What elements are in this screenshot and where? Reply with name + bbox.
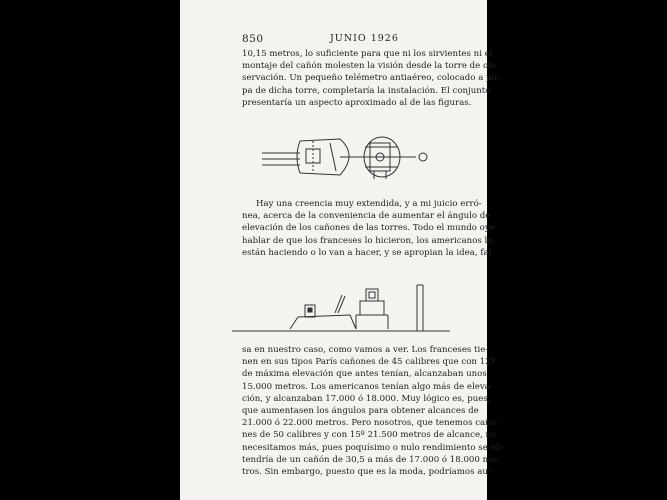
text-line: elevación de los cañones de las torres. Todo el mundo oye <box>242 223 495 234</box>
turret-elevation-figure <box>180 275 487 345</box>
text-line: ción, y alcanzaban 17.000 ó 18.000. Muy lógico es, pues, <box>242 393 491 404</box>
paragraph-3 <box>242 344 505 478</box>
paragraph-2 <box>242 198 495 259</box>
text-line: sa en nuestro caso, como vamos a ver. Los franceses tie- <box>242 345 489 355</box>
text-line: presentaría un aspecto aproximado al de las figuras. <box>242 97 472 108</box>
text-line: 15.000 metros. Los americanos tenían algo más de eleva- <box>242 381 493 392</box>
text-line: pa de dicha torre, completaría la instalación. El conjunto <box>242 85 491 96</box>
text-line: de máxima elevación que antes tenían, alcanzaban unos <box>242 369 487 380</box>
text-line: nes de 50 calibres y con 15º 21.500 metros de alcance, no <box>242 430 497 441</box>
text-line: Hay una creencia muy extendida, y a mi juicio erró- <box>256 199 482 209</box>
text-line: que aumentasen los ángulos para obtener alcances de <box>242 406 479 417</box>
text-line: están haciendo o lo van a hacer, y se apropian la idea, fal- <box>242 247 495 258</box>
text-line: nen en sus tipos París cañones de 45 calibres que con 12º <box>242 357 495 368</box>
text-line: servación. Un pequeño telémetro antiaéreo, colocado a po- <box>242 73 500 84</box>
text-line: tendría de un cañón de 30,5 a más de 17.000 ó 18.000 me- <box>242 454 499 465</box>
text-line: montaje del cañón molesten la visión desde la torre de ob- <box>242 61 497 72</box>
text-line: tros. Sin embargo, puesto que es la moda, podríamos au- <box>242 467 491 478</box>
page-number: 850 <box>242 33 264 45</box>
paragraph-1 <box>242 48 500 109</box>
turret-plan-figure <box>180 135 487 195</box>
text-line: necesitamos más, pues poquísimo o nulo rendimiento se ob- <box>242 442 505 453</box>
text-line: nea, acerca de la conveniencia de aumentar el ángulo de <box>242 211 491 222</box>
text-line: 10,15 metros, lo suficiente para que ni los sirvientes ni el <box>242 49 493 59</box>
text-line: hablar de que los franceses lo hicieron, los americanos lo <box>242 235 493 246</box>
text-line: 21.000 ó 22.000 metros. Pero nosotros, que tenemos caño- <box>242 418 499 429</box>
running-title: JUNIO 1926 <box>330 33 399 44</box>
document-page <box>180 0 505 500</box>
